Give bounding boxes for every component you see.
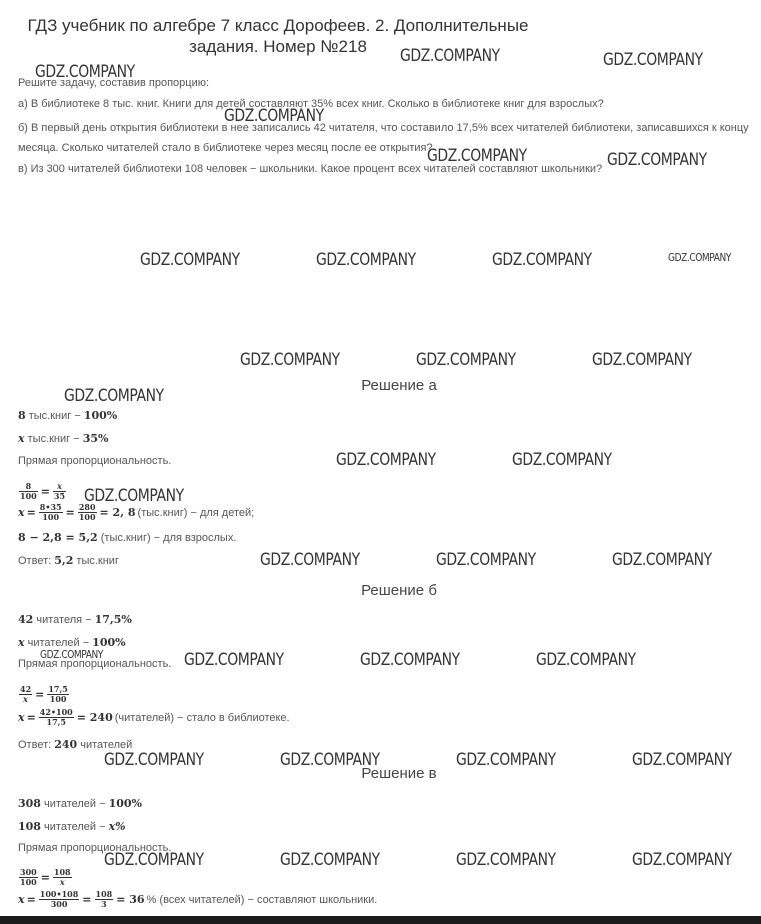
solution-c-line2: 108 читателей − x% bbox=[18, 820, 126, 833]
solution-a-line1: 8 тыс.книг − 100% bbox=[18, 409, 118, 422]
solution-b-line2: x читателей − 100% bbox=[18, 636, 126, 649]
page-title-line2: задания. Номер №218 bbox=[189, 37, 367, 56]
watermark-text: GDZ.COMPANY bbox=[607, 150, 707, 170]
watermark-text: GDZ.COMPANY bbox=[280, 750, 380, 770]
watermark-text: GDZ.COMPANY bbox=[512, 450, 612, 470]
page-title bbox=[18, 15, 538, 57]
task-b-line2: месяца. Сколько читателей стало в библиотеке через месяц после ее открытия? bbox=[18, 142, 433, 154]
solution-b-x-calc: x = $\frac{42•100}{17,5}$ = 240 (читателей) − стало в библиотеке. bbox=[18, 707, 290, 727]
watermark-text: GDZ.COMPANY bbox=[668, 251, 731, 264]
watermark-text: GDZ.COMPANY bbox=[427, 146, 527, 166]
bottom-bar bbox=[0, 916, 761, 924]
watermark-text: GDZ.COMPANY bbox=[104, 750, 204, 770]
watermark-text: GDZ.COMPANY bbox=[140, 250, 240, 270]
watermark-text: GDZ.COMPANY bbox=[603, 50, 703, 70]
solution-b-proportion: $\frac{42}{x}$ = $\frac{17,5}{100}$ bbox=[20, 684, 68, 704]
solution-c-x-calc: x = $\frac{100•108}{300}$ = $\frac{108}{3}$ = 36 % (всех читателей) − составляют школьники. bbox=[18, 889, 378, 909]
solution-c-heading: Решение в bbox=[361, 765, 437, 782]
watermark-text: GDZ.COMPANY bbox=[316, 250, 416, 270]
watermark-text: GDZ.COMPANY bbox=[456, 750, 556, 770]
task-c: в) Из 300 читателей библиотеки 108 человек − школьники. Какое процент всех читателей составляют школьники? bbox=[18, 163, 603, 175]
watermark-text: GDZ.COMPANY bbox=[260, 550, 360, 570]
watermark-text: GDZ.COMPANY bbox=[400, 46, 500, 66]
watermark-text: GDZ.COMPANY bbox=[492, 250, 592, 270]
solution-a-proportion: $\frac{8}{100}$ = $\frac{x}{35}$ bbox=[20, 481, 66, 501]
solution-c-line3: Прямая пропорциональность. bbox=[18, 842, 172, 854]
watermark-text: GDZ.COMPANY bbox=[416, 350, 516, 370]
solution-c-proportion: $\frac{300}{100}$ = $\frac{108}{x}$ bbox=[20, 867, 71, 887]
watermark-text: GDZ.COMPANY bbox=[436, 550, 536, 570]
solution-b-answer: Ответ: 240 читателей bbox=[18, 738, 133, 751]
task-a: а) В библиотеке 8 тыс. книг. Книги для детей составляют 35% всех книг. Сколько в библиотеке книг для взрослых? bbox=[18, 98, 604, 110]
watermark-text: GDZ.COMPANY bbox=[224, 106, 324, 126]
solution-b-heading: Решение б bbox=[361, 582, 437, 599]
watermark-text: GDZ.COMPANY bbox=[40, 648, 103, 661]
task-intro: Решите задачу, составив пропорцию: bbox=[18, 77, 210, 89]
solution-a-line2: x тыс.книг − 35% bbox=[18, 432, 109, 445]
solution-b-line1: 42 читателя − 17,5% bbox=[18, 613, 132, 626]
watermark-text: GDZ.COMPANY bbox=[360, 650, 460, 670]
watermark-text: GDZ.COMPANY bbox=[35, 62, 135, 82]
watermark-text: GDZ.COMPANY bbox=[336, 450, 436, 470]
watermark-text: GDZ.COMPANY bbox=[456, 850, 556, 870]
watermark-text: GDZ.COMPANY bbox=[280, 850, 380, 870]
solution-c-line1: 308 читателей − 100% bbox=[18, 797, 142, 810]
watermark-text: GDZ.COMPANY bbox=[184, 650, 284, 670]
watermark-text: GDZ.COMPANY bbox=[104, 850, 204, 870]
solution-a-heading: Решение а bbox=[361, 377, 437, 394]
watermark-text: GDZ.COMPANY bbox=[64, 386, 164, 406]
watermark-text: GDZ.COMPANY bbox=[612, 550, 712, 570]
solution-a-answer: Ответ: 5,2 тыс.книг bbox=[18, 554, 119, 567]
watermark-text: GDZ.COMPANY bbox=[536, 650, 636, 670]
watermark-text: GDZ.COMPANY bbox=[632, 750, 732, 770]
watermark-text: GDZ.COMPANY bbox=[632, 850, 732, 870]
solution-b-line3: Прямая пропорциональность. bbox=[18, 658, 172, 670]
watermark-text: GDZ.COMPANY bbox=[84, 486, 184, 506]
solution-a-line3: Прямая пропорциональность. bbox=[18, 455, 172, 467]
solution-a-x-calc: x = $\frac{8•35}{100}$ = $\frac{280}{100}$ = 2, 8 (тыс.книг) − для детей; bbox=[18, 502, 255, 522]
page-title-line1: ГДЗ учебник по алгебре 7 класс Дорофеев. 2. Дополнительные bbox=[27, 16, 529, 35]
watermark-text: GDZ.COMPANY bbox=[592, 350, 692, 370]
task-b-line1: б) В первый день открытия библиотеки в нее записались 42 читателя, что составило 17,5% всех читателей библиотеки, записавшихся к концу bbox=[18, 122, 749, 134]
solution-a-line6: 8 − 2,8 = 5,2 (тыс.книг) − для взрослых. bbox=[18, 531, 237, 544]
watermark-text: GDZ.COMPANY bbox=[240, 350, 340, 370]
